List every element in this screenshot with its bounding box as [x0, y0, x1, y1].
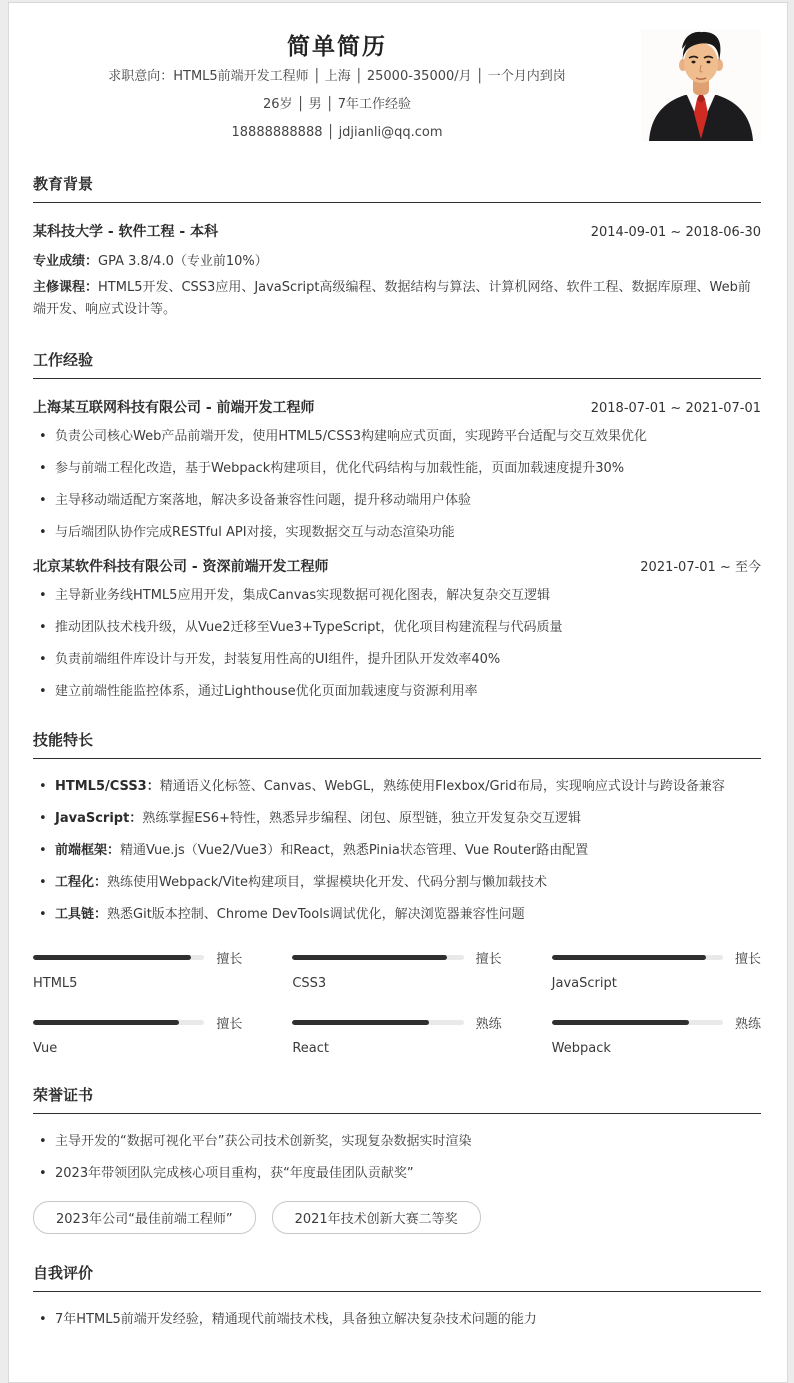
avatar-illustration: [641, 29, 761, 141]
skill-name-label: Vue: [33, 1041, 58, 1056]
skill-bar-css3: [292, 948, 501, 991]
skill-bar-fill: [292, 1020, 429, 1025]
section-work-experience: [33, 349, 761, 701]
resume-page: [8, 2, 788, 1383]
skill-bar-react: [292, 1013, 501, 1056]
skill-level-label: 熟练: [734, 1017, 761, 1032]
skill-bar-webpack: [552, 1013, 761, 1056]
honors-heading: 荣誉证书: [33, 1084, 761, 1114]
skill-bullet: [39, 841, 761, 860]
company-role: 上海某互联网科技有限公司 - 前端开发工程师: [33, 400, 315, 416]
skill-level-label: 擅长: [475, 952, 502, 967]
skill-bullet: [39, 777, 761, 796]
skill-name-label: Webpack: [551, 1041, 611, 1056]
skill-bullet: [39, 873, 761, 892]
skill-text: 精通语义化标签、Canvas、WebGL，熟练使用Flexbox/Grid布局，实现响应式设计与跨设备兼容: [159, 779, 725, 794]
skill-bar-track: [33, 955, 204, 960]
skill-name-label: React: [292, 1041, 329, 1056]
job-bullet: • 负责前端组件库设计与开发，封装复用性高的UI组件，提升团队开发效率40%: [39, 650, 761, 669]
skill-bar-track: [552, 955, 723, 960]
skill-text: 精通Vue.js（Vue2/Vue3）和React，熟悉Pinia状态管理、Vue Router路由配置: [120, 843, 589, 858]
profile-photo: [641, 29, 761, 141]
section-honors: [33, 1084, 761, 1234]
job-entry-header: [33, 556, 761, 576]
honor-bullet: • 2023年带领团队完成核心项目重构，获“年度最佳团队贡献奖”: [39, 1164, 761, 1183]
skill-label: 工具链：: [55, 907, 108, 922]
courses-value: HTML5开发、CSS3应用、JavaScript高级编程、数据结构与算法、计算机网络、软件工程、数据库原理、Web前端开发、响应式设计等。: [33, 280, 751, 317]
skill-bar-fill: [552, 1020, 689, 1025]
self-eval-bullet: • 7年HTML5前端开发经验，精通现代前端技术栈，具备独立解决复杂技术问题的能力: [39, 1310, 761, 1329]
skill-name-label: JavaScript: [551, 976, 617, 991]
job-bullet-list: [39, 586, 761, 701]
skill-name-label: HTML5: [33, 976, 78, 991]
job-bullet: • 负责公司核心Web产品前端开发，使用HTML5/CSS3构建响应式页面，实现跨平台适配与交互效果优化: [39, 427, 761, 446]
job-bullet: • 主导移动端适配方案落地，解决多设备兼容性问题，提升移动端用户体验: [39, 491, 761, 510]
skill-level-label: 擅长: [734, 952, 761, 967]
skill-bar-html5: [33, 948, 242, 991]
job-bullet-list: [39, 427, 761, 542]
self-eval-bullet-list: [39, 1310, 761, 1329]
honor-badge: 2023年公司“最佳前端工程师”: [33, 1201, 256, 1234]
skill-bar-track: [292, 955, 463, 960]
skill-level-label: 熟练: [475, 1017, 502, 1032]
education-entry-header: [33, 221, 761, 241]
job-bullet: • 参与前端工程化改造，基于Webpack构建项目，优化代码结构与加载性能，页面加载速度提升30%: [39, 459, 761, 478]
contact-info-line: 18888888888 │ jdjianli@qq.com: [231, 125, 443, 140]
skill-name-label: CSS3: [292, 976, 327, 991]
skill-bar-fill: [552, 955, 706, 960]
school-name: 某科技大学 - 软件工程 - 本科: [33, 224, 219, 240]
skill-bullet-list: [39, 777, 761, 924]
job-bullet: • 建立前端性能监控体系，通过Lighthouse优化页面加载速度与资源利用率: [39, 682, 761, 701]
skill-bar-vue: [33, 1013, 242, 1056]
courses-label: 主修课程：: [33, 280, 99, 295]
skill-label: 前端框架：: [55, 843, 121, 858]
skill-bar-javascript: [552, 948, 761, 991]
job-entry-header: [33, 397, 761, 417]
honor-bullet: • 主导开发的“数据可视化平台”获公司技术创新奖，实现复杂数据实时渲染: [39, 1132, 761, 1151]
gpa-label: 专业成绩：: [33, 254, 99, 269]
skill-text: 熟悉Git版本控制、Chrome DevTools调试优化，解决浏览器兼容性问题: [107, 907, 525, 922]
resume-header: [33, 3, 761, 145]
job-bullet: • 主导新业务线HTML5应用开发，集成Canvas实现数据可视化图表，解决复杂交互逻辑: [39, 586, 761, 605]
company-role: 北京某软件科技有限公司 - 资深前端开发工程师: [33, 559, 329, 575]
personal-info-line: 26岁 │ 男 │ 7年工作经验: [263, 97, 411, 112]
skill-bar-fill: [292, 955, 446, 960]
skill-bar-track: [33, 1020, 204, 1025]
skills-heading: 技能特长: [33, 729, 761, 759]
skill-bars-grid: [33, 948, 761, 1056]
education-date: 2014-09-01 ~ 2018-06-30: [590, 225, 761, 240]
education-heading: 教育背景: [33, 173, 761, 203]
job-date: 2021-07-01 ~ 至今: [640, 560, 761, 575]
skill-bar-track: [292, 1020, 463, 1025]
gpa-value: GPA 3.8/4.0（专业前10%）: [98, 254, 268, 269]
section-skills: [33, 729, 761, 1056]
work-heading: 工作经验: [33, 349, 761, 379]
skill-bullet: [39, 905, 761, 924]
honor-badges: [33, 1201, 761, 1234]
skill-label: HTML5/CSS3：: [55, 779, 160, 794]
skill-text: 熟练使用Webpack/Vite构建项目，掌握模块化开发、代码分割与懒加载技术: [107, 875, 547, 890]
honor-badge: 2021年技术创新大赛二等奖: [272, 1201, 481, 1234]
gpa-line: [33, 251, 761, 273]
page-title: 简单简历: [287, 34, 387, 60]
job-intention-line: 求职意向：HTML5前端开发工程师 │ 上海 │ 25000-35000/月 │ 一个月内到岗: [108, 69, 566, 84]
skill-bar-fill: [33, 955, 191, 960]
section-self-evaluation: [33, 1262, 761, 1329]
job-date: 2018-07-01 ~ 2021-07-01: [590, 401, 761, 416]
skill-level-label: 擅长: [216, 952, 243, 967]
job-bullet: • 与后端团队协作完成RESTful API对接，实现数据交互与动态渲染功能: [39, 523, 761, 542]
skill-bullet: [39, 809, 761, 828]
job-bullet: • 推动团队技术栈升级，从Vue2迁移至Vue3+TypeScript，优化项目构建流程与代码质量: [39, 618, 761, 637]
skill-bar-fill: [33, 1020, 179, 1025]
self-eval-heading: 自我评价: [33, 1262, 761, 1292]
skill-level-label: 擅长: [216, 1017, 243, 1032]
header-text-block: [33, 33, 641, 145]
courses-line: [33, 277, 761, 321]
skill-label: 工程化：: [55, 875, 108, 890]
skill-label: JavaScript：: [55, 811, 143, 826]
skill-bar-track: [552, 1020, 723, 1025]
skill-text: 熟练掌握ES6+特性，熟悉异步编程、闭包、原型链，独立开发复杂交互逻辑: [142, 811, 581, 826]
honors-bullet-list: [39, 1132, 761, 1183]
section-education: [33, 173, 761, 321]
